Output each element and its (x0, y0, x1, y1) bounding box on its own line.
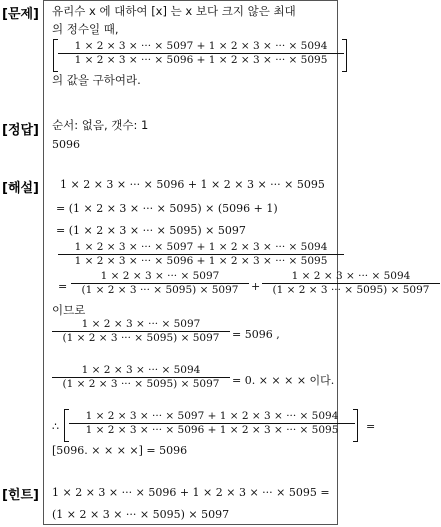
solution-fraction-5-numerator: 1 × 2 × 3 × ··· × 5094 (81, 364, 201, 376)
answer-value: 5096 (52, 138, 80, 151)
solution-fraction-1 (58, 241, 344, 268)
solution-fraction-6-denominator: 1 × 2 × 3 × ··· × 5096 + 1 × 2 × 3 × ··· × 5095 (85, 424, 339, 436)
solution-since: 이므로 (52, 303, 86, 317)
solution-fraction-2 (71, 270, 249, 297)
solution-fraction-3-denominator: (1 × 2 × 3 ··· × 5095) × 5097 (272, 284, 430, 296)
solution-fraction-4 (52, 318, 230, 345)
hint-line-2: (1 × 2 × 3 × ··· × 5095) × 5097 (52, 508, 230, 521)
solution-fraction-6-numerator: 1 × 2 × 3 × ··· × 5097 + 1 × 2 × 3 × ··· × 5094 (85, 410, 339, 422)
therefore-symbol: ∴ (52, 420, 59, 433)
equals-sign: = (366, 420, 376, 433)
problem-line-2: 의 정수일 때, (52, 22, 119, 36)
solution-fraction-4-denominator: (1 × 2 × 3 ··· × 5095) × 5097 (62, 332, 220, 344)
solution-final: [5096. × × × ×] = 5096 (52, 444, 188, 457)
solution-fraction-3-numerator: 1 × 2 × 3 × ··· × 5094 (291, 270, 411, 282)
solution-fraction-5-denominator: (1 × 2 × 3 ··· × 5095) × 5097 (62, 378, 220, 390)
equals-sign: = (58, 280, 68, 293)
solution-fraction-1-denominator: 1 × 2 × 3 × ··· × 5096 + 1 × 2 × 3 × ··· × 5095 (74, 255, 328, 267)
problem-label: [문제] (2, 7, 39, 22)
solution-fraction-2-numerator: 1 × 2 × 3 × ··· × 5097 (100, 270, 220, 282)
hint-label: [힌트] (2, 488, 39, 503)
floor-bracket-right (342, 39, 347, 72)
solution-fraction-6 (69, 410, 355, 437)
solution-fraction-3 (262, 270, 440, 297)
problem-fraction-denominator: 1 × 2 × 3 × ··· × 5096 + 1 × 2 × 3 × ··· × 5095 (74, 54, 328, 66)
solution-eq-2: = (1 × 2 × 3 × ··· × 5095) × (5096 + 1) (56, 202, 278, 215)
solution-eq-1: 1 × 2 × 3 × ··· × 5096 + 1 × 2 × 3 × ··· × 5095 (60, 178, 325, 191)
problem-fraction (58, 40, 344, 67)
solution-result-1: = 5096 , (232, 328, 280, 341)
solution-fraction-2-denominator: (1 × 2 × 3 ··· × 5095) × 5097 (81, 284, 239, 296)
answer-label: [정답] (2, 123, 39, 138)
solution-label: [해설] (2, 181, 39, 196)
floor-bracket-right (353, 409, 358, 442)
solution-result-2: = 0. × × × × 이다. (232, 374, 335, 387)
answer-meta: 순서: 없음, 갯수: 1 (52, 118, 149, 132)
problem-line-3: 의 값을 구하여라. (52, 73, 141, 87)
solution-fraction-5 (52, 364, 230, 391)
solution-fraction-1-numerator: 1 × 2 × 3 × ··· × 5097 + 1 × 2 × 3 × ··· × 5094 (74, 241, 328, 253)
hint-line-1: 1 × 2 × 3 × ··· × 5096 + 1 × 2 × 3 × ··· × 5095 = (52, 486, 330, 499)
solution-fraction-4-numerator: 1 × 2 × 3 × ··· × 5097 (81, 318, 201, 330)
problem-fraction-numerator: 1 × 2 × 3 × ··· × 5097 + 1 × 2 × 3 × ··· × 5094 (74, 40, 328, 52)
problem-line-1: 유리수 x 에 대하여 [x] 는 x 보다 크지 않은 최대 (52, 4, 296, 18)
plus-sign: + (251, 280, 261, 293)
solution-eq-3: = (1 × 2 × 3 × ··· × 5095) × 5097 (56, 224, 246, 237)
